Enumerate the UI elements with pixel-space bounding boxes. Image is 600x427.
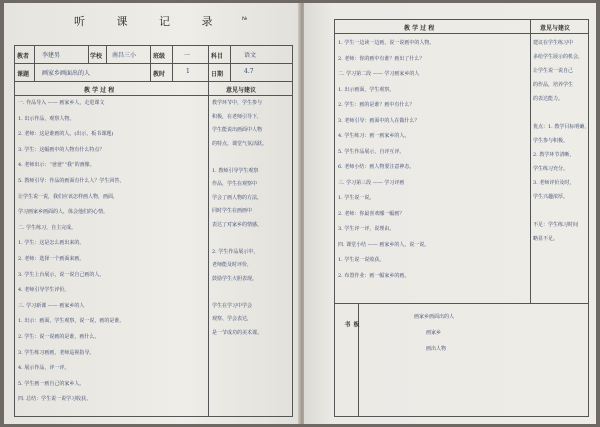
process-line: 5. 学生画一画自己的家乡人。 bbox=[18, 380, 85, 387]
opinion-line: 教学环节中，学生参与 bbox=[212, 100, 263, 106]
process-line: 3. 学生上台展示，说一说自己画的人。 bbox=[18, 271, 105, 278]
process-line: 3. 老师引导：画面中的人在做什么？ bbox=[338, 117, 420, 124]
opinion-line: 略显不足。 bbox=[533, 236, 559, 242]
opinion-line: 表达了对家乡的情感。 bbox=[212, 221, 263, 228]
right-table-right bbox=[588, 19, 589, 417]
subject-label: 科目 bbox=[211, 53, 224, 60]
opinion-line: 学生参与积极。 bbox=[533, 138, 569, 144]
process-line: 2. 老师：你最喜欢哪一幅画？ bbox=[338, 210, 405, 217]
opinion-line: 建议在学生练习中 bbox=[533, 40, 574, 46]
process-line: 4. 老师引导学生评价。 bbox=[18, 287, 70, 294]
table-border-right bbox=[292, 45, 293, 417]
table-row-line bbox=[14, 95, 292, 96]
opinion-col-line bbox=[208, 81, 209, 416]
right-opinion-column-header: 意见与建议 bbox=[540, 25, 571, 32]
right-board-line bbox=[334, 303, 588, 304]
process-line: 1. 学生：这是怎么画出来的。 bbox=[18, 240, 85, 247]
topic-value: 画家乡画面出的人 bbox=[42, 70, 91, 77]
process-line: 4. 学生练习：画一画家乡的人。 bbox=[338, 133, 410, 139]
opinion-line: 作品，学生在观察中 bbox=[212, 181, 258, 187]
opinion-line: 鼓励学生大胆表现。 bbox=[212, 275, 258, 282]
page-title: 听 课 记 录 bbox=[74, 15, 227, 28]
process-line: 4. 老师出示：“爸爸”“我”的画像。 bbox=[18, 162, 95, 169]
process-line: 1. 学生说一说。 bbox=[338, 195, 375, 201]
table-col-line bbox=[230, 45, 231, 81]
opinion-line: 积极，在老师引导下， bbox=[212, 113, 263, 120]
opinion-line: 3. 老师评价及时， bbox=[533, 180, 575, 186]
period-label: 教时 bbox=[153, 71, 166, 78]
opinion-line: 1. 教师引导学生观察 bbox=[212, 167, 259, 174]
teacher-value: 李建男 bbox=[42, 52, 61, 59]
date-value: 4.7 bbox=[244, 68, 254, 75]
opinion-line: 是一节成功的美术课。 bbox=[212, 329, 263, 336]
opinion-line: 学生在学习中学会 bbox=[212, 302, 253, 309]
school-label: 学校 bbox=[90, 53, 103, 60]
process-line: 2. 布置作业：画一幅家乡的画。 bbox=[338, 272, 410, 279]
process-line: 2. 老师：这是谁画的人。(出示，板书课题) bbox=[18, 131, 114, 138]
notebook-spread bbox=[4, 3, 596, 424]
opinion-line: 老师能及时评价， bbox=[212, 262, 253, 268]
opinion-line: 的作品，培养学生 bbox=[533, 82, 574, 88]
table-border-bottom bbox=[14, 416, 292, 417]
right-process-column-header: 教 学 过 程 bbox=[404, 25, 435, 32]
board-line: 画家乡 bbox=[426, 330, 442, 336]
grade-value: 一 bbox=[184, 52, 191, 59]
process-line: 3. 学生：这幅画中的人物有什么特点？ bbox=[18, 146, 105, 153]
board-line: 画家乡画面出的人 bbox=[414, 314, 455, 320]
process-line: 1. 学生说一说收获。 bbox=[338, 257, 385, 263]
opinion-line: 的特点，课堂气氛活跃。 bbox=[212, 140, 268, 147]
process-line: 四. 课堂小结 —— 画家乡的人，说一说。 bbox=[338, 241, 430, 248]
left-page bbox=[4, 3, 300, 424]
process-line: 二. 学习第二段 —— 学习画家乡的人 bbox=[338, 71, 420, 77]
process-line: 2. 老师：你的画中有谁？画出了什么？ bbox=[338, 55, 425, 62]
date-label: 日期 bbox=[211, 71, 224, 78]
process-line: 5. 学生作品展示，自评互评。 bbox=[338, 148, 405, 155]
table-col-line bbox=[172, 45, 173, 81]
table-row-line bbox=[14, 63, 292, 64]
right-table-left bbox=[334, 19, 335, 417]
right-header-line bbox=[334, 33, 588, 34]
opinion-line: 2. 学生作品展示中， bbox=[212, 248, 259, 255]
opinion-line: 的表达能力。 bbox=[533, 96, 564, 102]
table-row-line bbox=[14, 81, 292, 82]
process-line: 2. 学生：说一说画的是谁，画什么。 bbox=[18, 334, 100, 340]
record-number-label: № bbox=[242, 16, 248, 22]
process-line: 三. 学习新课 —— 画家乡的人 bbox=[18, 302, 85, 309]
process-column-header: 教 学 过 程 bbox=[84, 87, 115, 94]
opinion-line: 2. 教学环节清晰， bbox=[533, 152, 575, 158]
opinion-column-header: 意见与建议 bbox=[226, 87, 257, 94]
table-col-line bbox=[150, 45, 151, 81]
opinion-line: 观察、学会表达， bbox=[212, 316, 253, 322]
process-line: 1. 学生一边读一边画，说一说画中的人物。 bbox=[338, 40, 435, 46]
process-line: 四. 总结：学生说一说学习收获。 bbox=[18, 396, 92, 403]
table-col-line bbox=[208, 45, 209, 81]
process-line: 学习画家乡画面的人，体会他们的心情。 bbox=[18, 209, 109, 216]
opinion-line: 不足：学生练习时间 bbox=[533, 222, 579, 228]
table-col-line bbox=[34, 45, 35, 81]
table-col-line bbox=[106, 45, 107, 63]
process-line: 二. 学生练习，自主完成。 bbox=[18, 224, 77, 231]
table-border-top bbox=[14, 45, 292, 46]
process-line: 6. 老师小结：画人物要注意神态。 bbox=[338, 164, 415, 170]
teacher-label: 教者 bbox=[17, 53, 30, 60]
process-line: 4. 展示作品，评一评。 bbox=[18, 365, 70, 372]
right-table-bottom bbox=[334, 416, 588, 417]
process-line: 1. 出示作品，观察人物。 bbox=[18, 115, 75, 122]
topic-label: 课题 bbox=[17, 71, 30, 78]
process-line: 2. 学生：画的是谁？画中有什么？ bbox=[338, 102, 415, 108]
opinion-line: 学生能说出画面中人物 bbox=[212, 127, 263, 133]
board-label: 板 书 bbox=[343, 321, 359, 357]
table-border-left bbox=[14, 45, 15, 417]
record-number bbox=[242, 16, 247, 22]
process-line: 1. 出示：画面，学生观察，说一说，画的是谁。 bbox=[18, 318, 125, 325]
process-line: 一. 作品导入 —— 画家乡人，走进课文 bbox=[18, 100, 105, 106]
process-line: 2. 老师：选择一个画面来画。 bbox=[18, 256, 85, 262]
opinion-line: 优点：1. 教学目标明确， bbox=[533, 124, 590, 130]
opinion-line: 学生兴趣浓厚。 bbox=[533, 194, 569, 200]
right-table-top bbox=[334, 19, 588, 20]
right-page bbox=[304, 3, 596, 424]
process-line: 三. 学习第三段 —— 学习评画 bbox=[338, 179, 405, 186]
opinion-line: 学生练习充分。 bbox=[533, 166, 569, 172]
opinion-line: 同时学生在画画中 bbox=[212, 208, 253, 214]
process-line: 让学生说一说，我们应该怎样画人物，画面， bbox=[18, 193, 119, 200]
board-line: 画出人物 bbox=[426, 346, 447, 352]
process-line: 3. 学生练习画画，老师巡视指导。 bbox=[18, 349, 95, 356]
school-value: 南昌三小 bbox=[112, 52, 137, 59]
process-line: 1. 出示画面，学生观察。 bbox=[338, 86, 395, 93]
right-opinion-col-line bbox=[530, 19, 531, 303]
grade-label: 班级 bbox=[153, 53, 166, 60]
table-col-line bbox=[88, 45, 89, 63]
opinion-line: 多给学生展示的机会， bbox=[533, 54, 584, 60]
subject-value: 语文 bbox=[244, 52, 257, 59]
opinion-line: 学会了画人物的方法， bbox=[212, 194, 263, 201]
period-value: 1 bbox=[186, 68, 190, 75]
process-line: 5. 教师引导：作品的画面有什么人？学生回答， bbox=[18, 178, 125, 184]
opinion-line: 让学生说一说自己 bbox=[533, 68, 574, 74]
process-line: 3. 学生评一评，说理由。 bbox=[338, 226, 395, 232]
